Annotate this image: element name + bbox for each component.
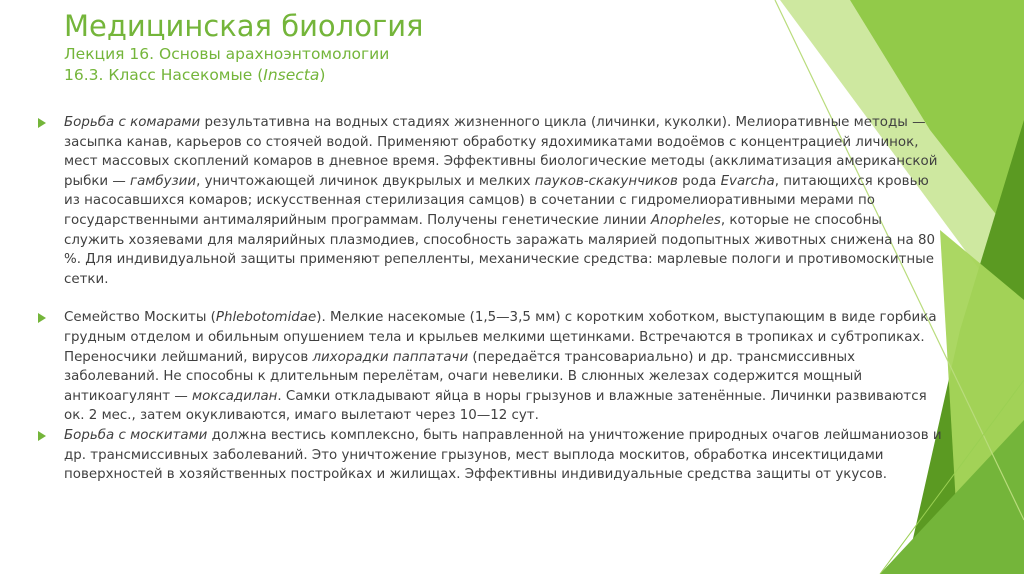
title-section-prefix: 16.3. Класс Насекомые ( bbox=[64, 66, 264, 84]
triangle-bullet-icon bbox=[38, 313, 46, 323]
triangle-bullet-icon bbox=[38, 118, 46, 128]
slide-body bbox=[38, 113, 944, 485]
slide-title bbox=[64, 8, 784, 86]
bullet-text: Борьба с комарами результативна на водных стадиях жизненного цикла (личинки, куколки). Мелиоративные методы — засыпка канав, карьеров со стоячей водой. Применяют обработку ядохимикатами водоёмов с концентрацией личинок, мест массовых скоплений комаров в дневное время. Эффективны биологические методы (акклиматизация американской рыбки — гамбузии, уничтожающей личинок двукрылых и мелких пауков-скакунчиков рода Evarcha, питающихся кровью из насосавшихся комаров; искусственная стерилизация самцов) в сочетании с гидромелиоративными мерами по государственными антималярийным программам. Получены генетические линии Anopheles, которые не способны служить хозяевами для малярийных плазмодиев, способность заражать малярией подопытных животных снижена на 80 %. Для индивидуальной защиты применяют репелленты, механические средства: марлевые пологи и противомоскитные сетки. bbox=[64, 115, 938, 287]
title-main: Медицинская биология bbox=[64, 9, 424, 43]
bullet-sandfly-control bbox=[38, 426, 944, 485]
bullet-text: Борьба с москитами должна вестись комплексно, быть направленной на уничтожение природных очагов лейшманиозов и др. трансмиссивных заболеваний. Это уничтожение грызунов, мест выплода москитов, обработка инсектицидами поверхностей в хозяйственных постройках и жилищах. Эффективны индивидуальные средства защиты от укусов. bbox=[64, 427, 942, 483]
bullet-sandflies-family bbox=[38, 308, 944, 426]
title-section-suffix: ) bbox=[319, 66, 326, 84]
title-section-italic: Insecta bbox=[263, 66, 320, 84]
triangle-bullet-icon bbox=[38, 431, 46, 441]
bullet-text: Семейство Москиты (Phlebotomidae). Мелкие насекомые (1,5—3,5 мм) с коротким хоботком, выступающим в виде горбика грудным отделом и обильным опушением тела и крыльев мелкими щетинками. Встречаются в тропиках и субтропиках. Переносчики лейшманий, вирусов лихорадки паппатачи (передаётся трансовариально) и др. трансмиссивных заболеваний. Не способны к длительным перелётам, очаги невелики. В слюнных железах содержится мощный антикоагулянт — моксадилан. Самки откладывают яйца в норы грызунов и влажные затенённые. Личинки развиваются ок. 2 мес., затем окукливаются, имаго вылетают через 10—12 сут. bbox=[64, 310, 937, 424]
bullet-mosquito-control bbox=[38, 113, 944, 289]
title-section bbox=[64, 65, 784, 86]
title-lecture: Лекция 16. Основы арахноэнтомологии bbox=[64, 45, 390, 63]
